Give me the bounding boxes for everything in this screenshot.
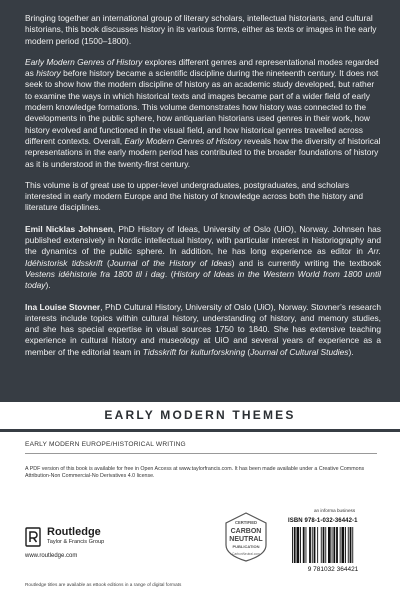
isbn: ISBN 978-1-032-36442-1	[288, 518, 358, 524]
badge-line-4: PUBLICATION	[232, 544, 260, 549]
blurb-text: reveals how the diversity of historical representations in the early modern period has contributed to the broader foundations of history as it is understood in the twenty-first century.	[25, 135, 381, 169]
journal-italic: Journal of the History of Ideas	[109, 257, 232, 268]
barcode-bar	[350, 527, 352, 563]
barcode-bar	[352, 527, 353, 563]
blurb-paragraph-1	[25, 13, 381, 47]
textbook-italic: Vestens idéhistorie fra 1800 til i dag	[25, 268, 165, 279]
barcode-bar	[303, 527, 305, 563]
badge-line-2: CARBON	[230, 528, 262, 535]
publisher-group: Taylor & Francis Group	[47, 539, 105, 545]
carbon-neutral-badge-icon	[220, 511, 272, 563]
series-title: EARLY MODERN THEMES	[104, 408, 296, 422]
barcode-bar	[348, 527, 349, 563]
barcode-bar	[336, 527, 338, 563]
bio-text: ).	[45, 280, 51, 291]
barcode-digits: 9 781032 364421	[307, 566, 359, 573]
editor-name: Emil Nicklas Johnsen	[25, 223, 113, 234]
open-access-notice: A PDF version of this book is available for free in Open Access at www.taylorfrancis.com. It has been made available under a Creative Commons Attribution-Non Commercial-No Derivatives 4.0 license.	[25, 466, 365, 480]
journal-italic: Journal of Cultural Studies	[250, 346, 349, 357]
bio-text: , PhD Cultural History, University of Oslo (UiO), Norway. Stovner’s research interests include topics within cultural history, understanding of history, and memory studies, and she has special expertise in visual sources 1750 to 1840. She has extensive teaching experience in cultural history and museology at UiO and several years of experience as a member of the editorial team in	[25, 301, 381, 357]
barcode-bar	[345, 527, 346, 563]
bio-text: (	[102, 257, 110, 268]
badge-line-3: NEUTRAL	[229, 536, 263, 543]
barcode-bar	[328, 527, 331, 563]
editor-bio-1	[25, 224, 381, 292]
subject-divider	[25, 453, 377, 454]
series-band	[0, 402, 400, 432]
bio-text: ) and is currently writing the textbook	[231, 257, 382, 268]
bio-text: , PhD History of Ideas, University of Oslo (UiO), Norway. Johnsen has published extensively in Nordic intellectual history, with particular interest in historiography and the dynamics of the public sphere. In addition, he has long experience as editor in	[25, 223, 381, 257]
barcode-bar	[309, 527, 311, 563]
badge-line-5: CarbonNeutral.com	[232, 552, 260, 556]
blurb-column	[25, 13, 381, 368]
barcode-bar	[332, 527, 333, 563]
barcode-bar	[323, 527, 325, 563]
ebook-note: Routledge titles are available as eBook editions in a range of digital formats	[25, 582, 182, 587]
publisher-url: www.routledge.com	[25, 553, 78, 559]
publisher-logo	[25, 525, 135, 565]
barcode-bar	[333, 527, 335, 563]
book-title-italic: Early Modern Genres of History	[25, 56, 143, 67]
barcode-bar	[342, 527, 345, 563]
badge-line-1: CERTIFIED	[234, 520, 258, 525]
bio-text: (	[245, 346, 251, 357]
bio-text: ).	[348, 346, 354, 357]
barcode-bar	[306, 527, 307, 563]
business-tag: an informa business	[314, 508, 356, 513]
barcode-icon	[288, 527, 378, 573]
editor-name: Ina Louise Stovner	[25, 301, 101, 312]
routledge-mark-icon	[25, 527, 41, 547]
barcode-bars	[292, 527, 353, 563]
blurb-text: before history became a scientific discipline during the nineteenth century. It does not seek to show how the modern discipline of history as an academic study developed, but rather to examine the ways in which historical texts and images became part of a wider field of early modern knowledge formations. This volume demonstrates how history was connected to the developments in the public sphere, how antiquarian historians used genres in their work, how history evolved and functioned in the visual field, and how historical genres travelled across different contexts. Overall,	[25, 68, 379, 146]
barcode-bar	[294, 527, 296, 563]
editor-bio-2	[25, 302, 381, 358]
blurb-text: explores different genres and representational modes regarded as	[25, 56, 379, 79]
blurb-intro-text: Bringing together an international group of literary scholars, intellectual historians, and cultural historians, this book discusses history in its various forms, either as texts or images in the early modern period (1500–1800).	[25, 13, 377, 46]
barcode-bar	[317, 527, 318, 563]
bio-text: . (	[164, 268, 174, 279]
audience-text: This volume is of great use to upper-level undergraduates, postgraduates, and scholars interested in early modern Europe and the history of knowledge across both the history and literature disciplines.	[25, 179, 363, 213]
barcode-bar	[292, 527, 293, 563]
book-title-italic: Early Modern Genres of History	[124, 135, 242, 146]
blurb-paragraph-3	[25, 180, 381, 214]
barcode-bar	[300, 527, 301, 563]
barcode-bar	[321, 527, 322, 563]
publisher-name: Routledge	[47, 526, 101, 538]
barcode-bar	[314, 527, 316, 563]
barcode-bar	[312, 527, 313, 563]
subject-category: EARLY MODERN EUROPE/HISTORICAL WRITING	[25, 441, 186, 448]
blurb-paragraph-2	[25, 57, 381, 170]
journal-italic: Arr. Idéhistorisk tidsskrift	[25, 246, 381, 268]
barcode-bar	[340, 527, 341, 563]
barcode-bar	[325, 527, 326, 563]
textbook-italic: History of Ideas in the Western World from 1800 until today	[25, 268, 381, 291]
journal-italic: Tidsskrift for kulturforskning	[142, 346, 246, 357]
history-italic: history	[36, 68, 61, 79]
series-divider	[0, 429, 400, 432]
barcode-bar	[297, 527, 300, 563]
